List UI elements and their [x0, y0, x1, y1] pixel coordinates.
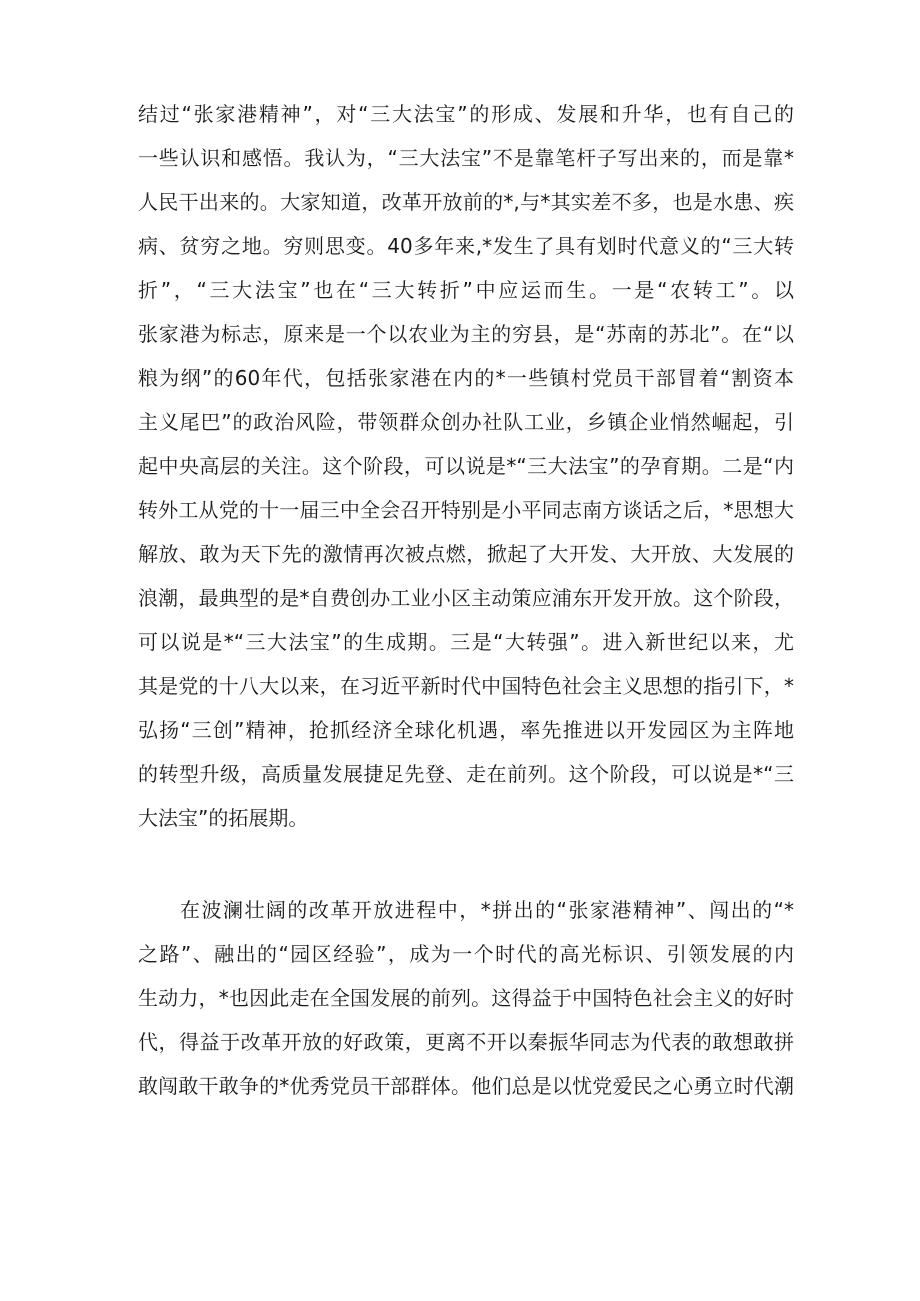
text-line: 主义尾巴”的政治风险，带领群众创办社队工业，乡镇企业悄然崛起，引 [138, 410, 794, 434]
text-line: 一些认识和感悟。我认为，“三大法宝”不是靠笔杆子写出来的，而是靠* [138, 146, 794, 170]
text-line: 代，得益于改革开放的好政策，更离不开以秦振华同志为代表的敢想敢拼 [138, 1030, 794, 1054]
text-line: 其是党的十八大以来，在习近平新时代中国特色社会主义思想的指引下，* [138, 674, 794, 698]
text-line: 病、贫穷之地。穷则思变。40多年来,*发生了具有划时代意义的“三大转 [138, 234, 794, 258]
text-line: 弘扬“三创”精神，抢抓经济全球化机遇，率先推进以开发园区为主阵地 [138, 718, 794, 742]
text-line: 浪潮，最典型的是*自费创办工业小区主动策应浦东开发开放。这个阶段， [138, 586, 794, 610]
text-line: 生动力，*也因此走在全国发展的前列。这得益于中国特色社会主义的好时 [138, 986, 794, 1010]
text-line: 敢闯敢干敢争的*优秀党员干部群体。他们总是以忧党爱民之心勇立时代潮 [138, 1074, 794, 1098]
text-line: 张家港为标志，原来是一个以农业为主的穷县，是“苏南的苏北”。在“以 [138, 322, 794, 346]
text-line: 转外工从党的十一届三中全会召开特别是小平同志南方谈话之后，*思想大 [138, 498, 794, 522]
text-line: 的转型升级，高质量发展捷足先登、走在前列。这个阶段，可以说是*“三 [138, 762, 794, 786]
text-line: 大法宝”的拓展期。 [138, 806, 309, 830]
text-line: 可以说是*“三大法宝”的生成期。三是“大转强”。进入新世纪以来，尤 [138, 630, 794, 654]
text-line: 粮为纲”的60年代，包括张家港在内的*一些镇村党员干部冒着“割资本 [138, 366, 794, 390]
text-line: 在波澜壮阔的改革开放进程中，*拼出的“张家港精神”、闯出的“* [180, 898, 794, 922]
text-line: 起中央高层的关注。这个阶段，可以说是*“三大法宝”的孕育期。二是“内 [138, 454, 794, 478]
text-line: 折”，“三大法宝”也在“三大转折”中应运而生。一是“农转工”。以 [138, 278, 794, 302]
text-line: 解放、敢为天下先的激情再次被点燃，掀起了大开发、大开放、大发展的 [138, 542, 794, 566]
text-line: 结过“张家港精神”，对“三大法宝”的形成、发展和升华，也有自己的 [138, 102, 794, 126]
text-line: 之路”、融出的“园区经验”，成为一个时代的高光标识、引领发展的内 [138, 942, 794, 966]
text-line: 人民干出来的。大家知道，改革开放前的*,与*其实差不多，也是水患、疾 [138, 190, 794, 214]
